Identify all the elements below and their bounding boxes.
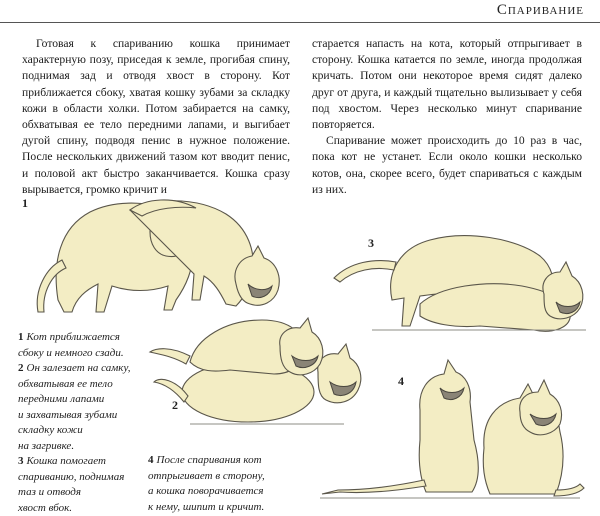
- tom-cat-sitting-tail: [322, 480, 426, 494]
- caption-line: к нему, шипит и кричит.: [148, 500, 298, 516]
- female-cat-lower-tail: [154, 379, 188, 402]
- caption-number: 1: [18, 331, 24, 343]
- caption-line: Он залезает на самку,: [27, 362, 131, 374]
- caption-line: Кошка помогает: [27, 455, 106, 467]
- tom-cat-sitting-body: [419, 360, 478, 492]
- caption-line: и захватывая зубами: [18, 408, 158, 424]
- figure-number-1: 1: [22, 196, 28, 211]
- caption-line: спариванию, поднимая: [18, 470, 158, 486]
- figure-1-illustration: [37, 200, 279, 312]
- figure-number-4: 4: [398, 374, 404, 389]
- caption-line: Кот приближается: [27, 331, 120, 343]
- figure-number-2: 2: [172, 398, 178, 413]
- figure-number-3: 3: [368, 236, 374, 251]
- caption-number: 3: [18, 455, 24, 467]
- figure-2-illustration: [150, 318, 361, 424]
- caption-line: таз и отводя: [18, 485, 158, 501]
- body-paragraph: Спаривание может происходить до 10 раз в час, пока кот не устанет. Если около кошки несколько котов, она, скорее всего, будет спариваться с каждым из них.: [312, 133, 582, 198]
- caption-line: хвост вбок.: [18, 501, 158, 516]
- caption-line: После спаривания кот: [157, 454, 262, 466]
- caption-line: складку кожи: [18, 423, 158, 439]
- caption-4: [148, 453, 298, 515]
- caption-number: 2: [18, 362, 24, 374]
- body-paragraph: Готовая к спариванию кошка принимает характерную позу, приседая к земле, прогибая спину, поднимая зад и отводя хвост в сторону. Кот приближается сбоку, хватая кошку зубами за складку кожи в области холки. Потом забирается на самку, обхватывая ее тело передними лапами, и выгибает дугой спину, подводя пенис в нужное положение. После нескольких движений тазом кот вводит пенис, и половой акт быстро заканчивается. Кошка сразу вырывается, громко кричит и: [22, 36, 290, 198]
- caption-number: 4: [148, 454, 154, 466]
- caption-line: обхватывая ее тело: [18, 377, 158, 393]
- caption-line: сбоку и немного сзади.: [18, 346, 158, 362]
- caption-line: а кошка поворачивается: [148, 484, 298, 500]
- caption-line: передними лапами: [18, 392, 158, 408]
- caption-line: на загривке.: [18, 439, 158, 455]
- caption-line: отпрыгивает в сторону,: [148, 469, 298, 485]
- tom-cat-arched-tail: [334, 261, 396, 282]
- caption-1: [18, 330, 158, 516]
- section-title: Спаривание: [497, 2, 584, 19]
- body-paragraph: старается напасть на кота, который отпрыгивает в сторону. Кошка катается по земле, иногда продолжая кричать. Потом они некоторое время сидят далеко друг от друга, и каждый тщательно вылизывает у себя под хвостом. Через несколько минут спаривание повторяется.: [312, 36, 582, 133]
